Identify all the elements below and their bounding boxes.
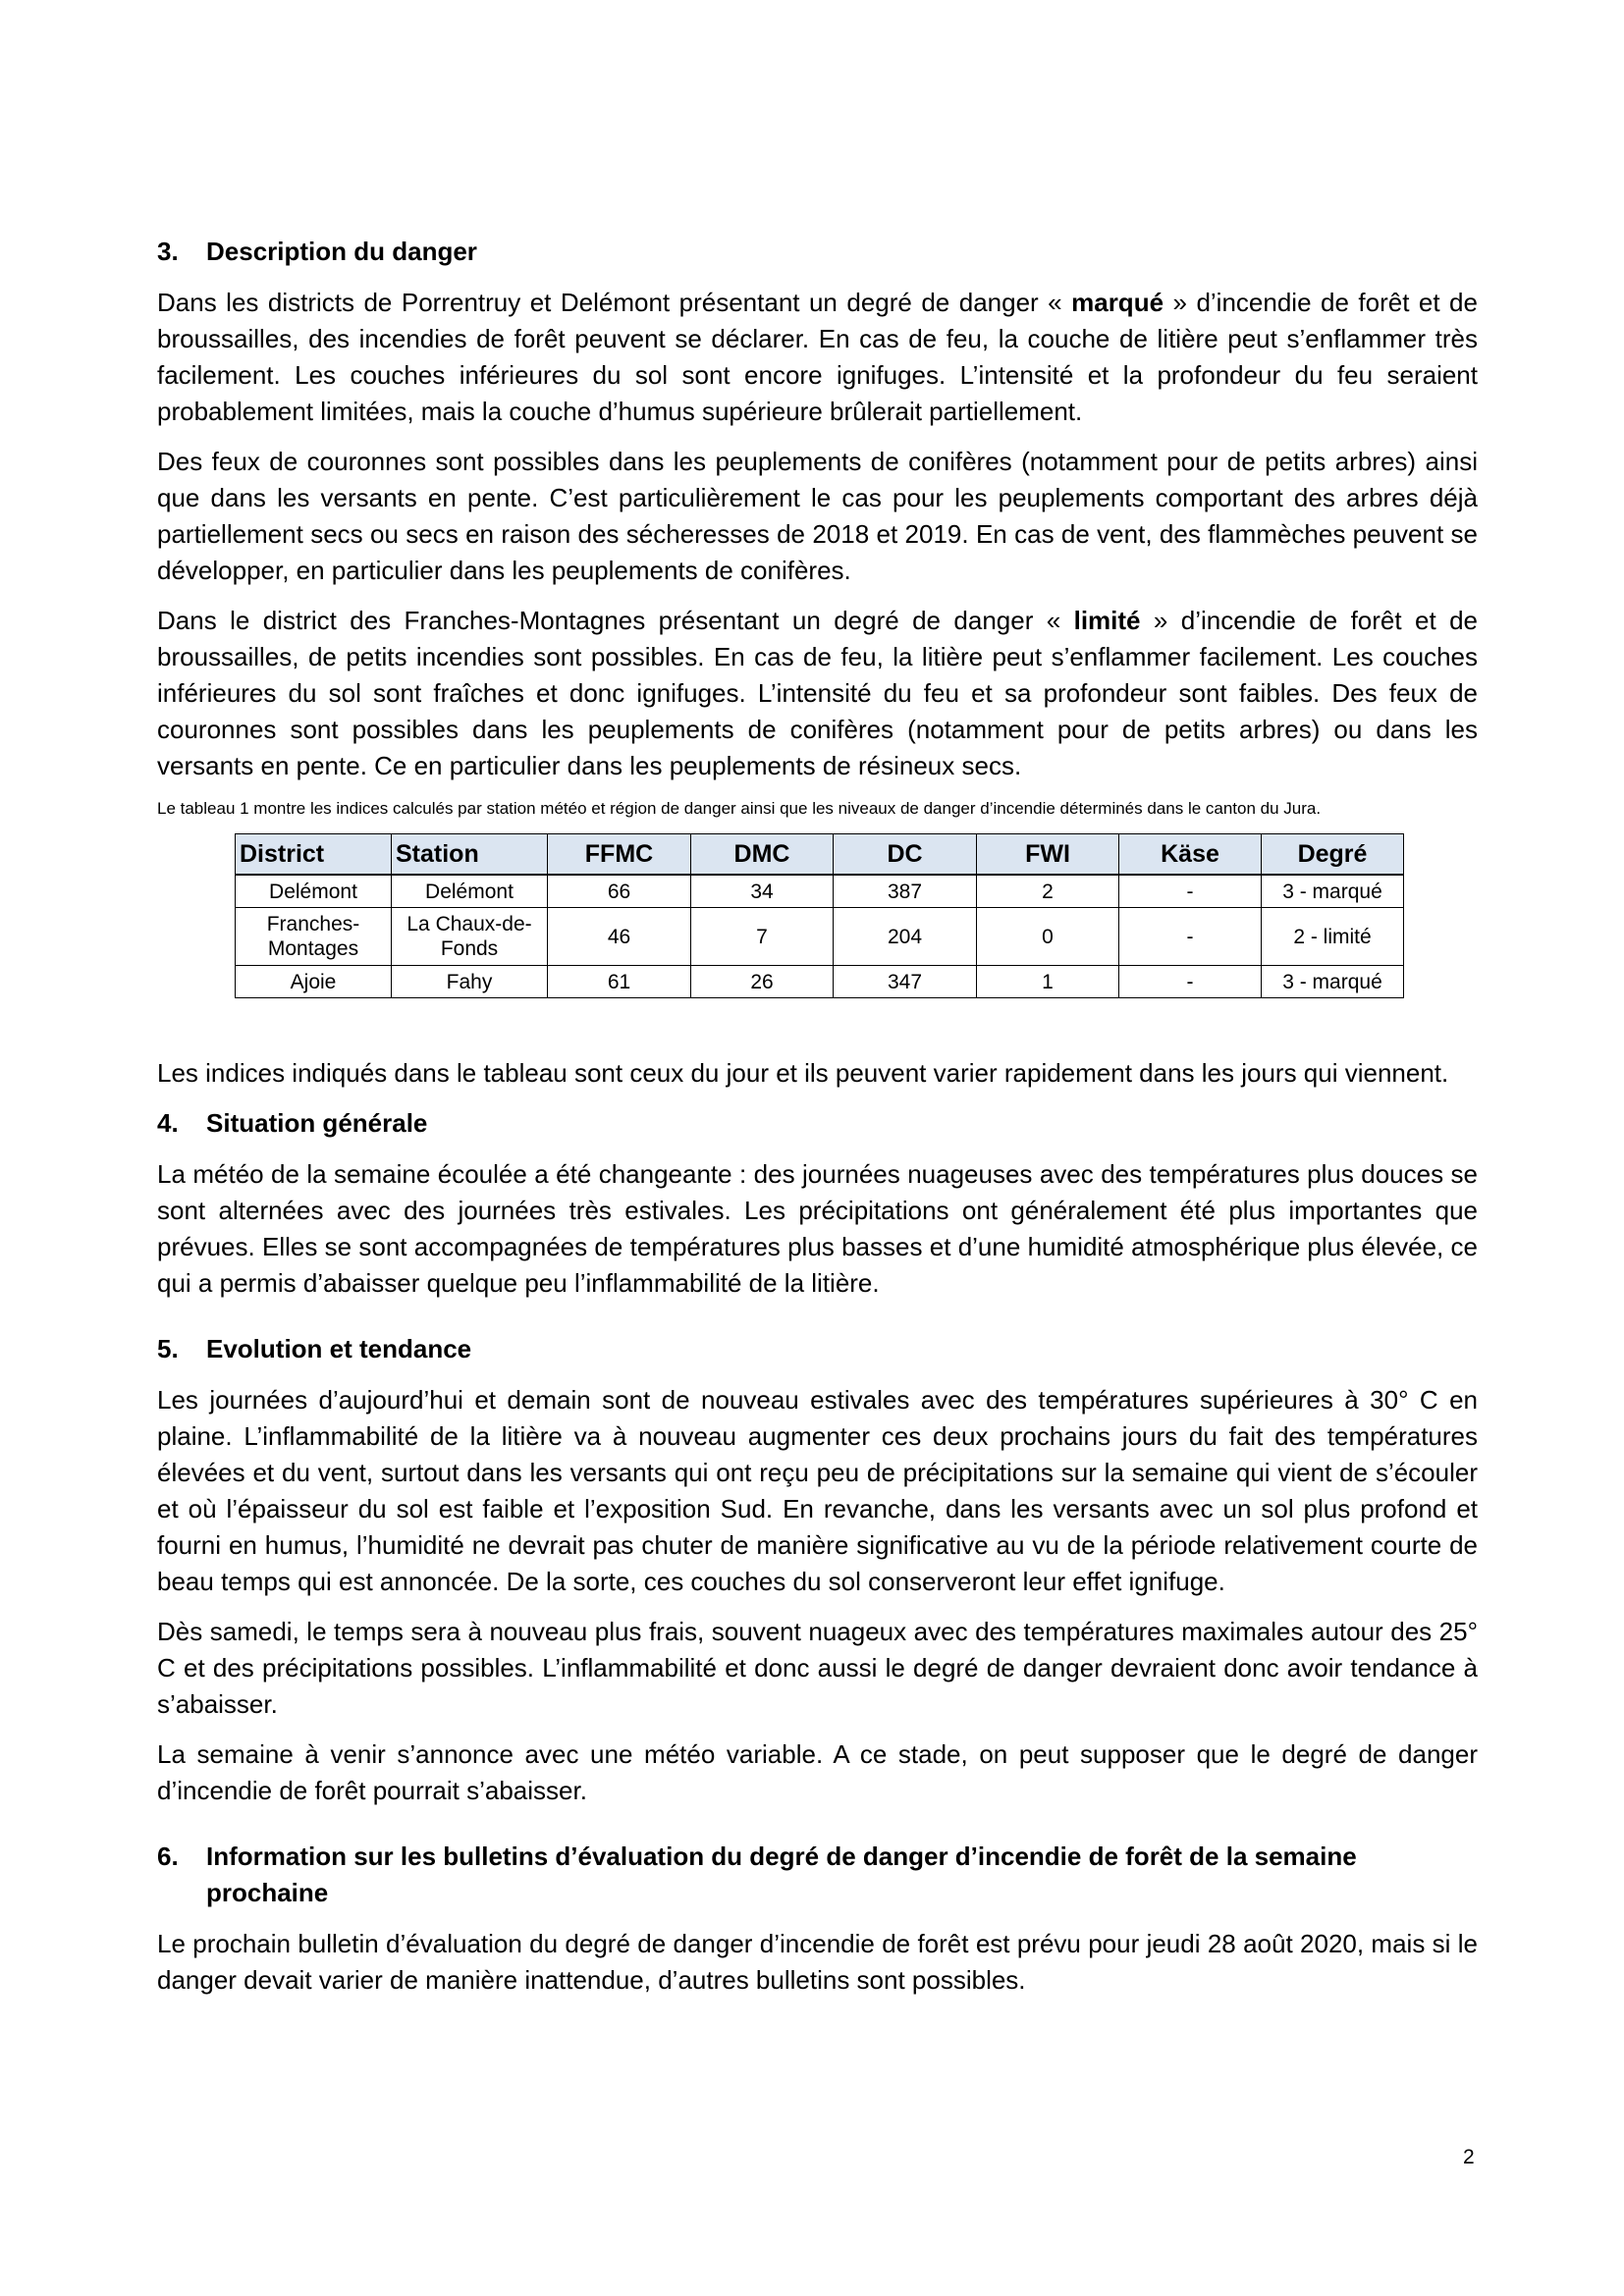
section-3-p1-pre: Dans les districts de Porrentruy et Delémont présentant un degré de danger « — [157, 288, 1072, 317]
section-3-p3-pre: Dans le district des Franches-Montagnes présentant un degré de danger « — [157, 606, 1074, 635]
section-5-paragraph-1: Les journées d’aujourd’hui et demain sont de nouveau estivales avec des températures supérieures à 30° C en plaine. L’inflammabilité de la litière va à nouveau augmenter ces deux prochains jours du fait des températures élevées et du vent, surtout dans les versants qui ont reçu peu de précipitations sur la semaine qui vient de s’écouler et où l’épaisseur du sol est faible et l’exposition Sud. En revanche, dans les versants avec un sol plus profond et fourni en humus, l’humidité ne devrait pas chuter de manière significative au vu de la période relativement courte de beau temps qui est annoncée. De la sorte, ces couches du sol conserveront leur effet ignifuge. — [157, 1385, 1478, 1596]
cell-district: Ajoie — [236, 966, 392, 998]
danger-index-table — [235, 833, 1404, 998]
section-3-p1-post: » d’incendie de forêt et de broussailles, des incendies de forêt peuvent se déclarer. En cas de feu, la couche de litière peut s’enflammer très facilement. Les couches inférieures du sol sont encore ignifuges. L’intensité et la profondeur du feu seraient probablement limitées, mais la couche d’humus supérieure brûlerait partiellement. — [157, 288, 1478, 426]
cell-dc: 204 — [834, 908, 977, 966]
section-6-number: 6. — [157, 1842, 179, 1871]
section-3-paragraph-3 — [157, 603, 1478, 784]
section-5-title: Evolution et tendance — [206, 1334, 472, 1363]
table-row — [236, 966, 1404, 998]
section-6-paragraph-1: Le prochain bulletin d’évaluation du degré de danger d’incendie de forêt est prévu pour jeudi 28 août 2020, mais si le danger devait varier de manière inattendue, d’autres bulletins sont possibles. — [157, 1929, 1478, 1995]
section-3-number: 3. — [157, 237, 179, 266]
cell-dmc: 7 — [691, 908, 834, 966]
document-page — [157, 234, 1478, 2012]
section-6-title: Information sur les bulletins d’évaluation du degré de danger d’incendie de forêt de la semaine prochaine — [206, 1842, 1357, 1907]
section-6-heading — [157, 1839, 1478, 1911]
page-number: 2 — [1463, 2146, 1475, 2168]
section-3-title: Description du danger — [206, 237, 477, 266]
cell-dc: 347 — [834, 966, 977, 998]
cell-kase: - — [1119, 966, 1262, 998]
section-3-heading — [157, 234, 1478, 270]
section-3-paragraph-2: Des feux de couronnes sont possibles dans les peuplements de conifères (notamment pour de petits arbres) ainsi que dans les versants en pente. C’est particulièrement le cas pour les peuplements comportant des arbres déjà partiellement secs ou secs en raison des sécheresses de 2018 et 2019. En cas de vent, des flammèches peuvent se développer, en particulier dans les peuplements de conifères. — [157, 447, 1478, 585]
cell-ffmc: 66 — [548, 875, 691, 908]
cell-dmc: 34 — [691, 875, 834, 908]
section-4-number: 4. — [157, 1108, 179, 1138]
section-5-paragraph-2: Dès samedi, le temps sera à nouveau plus frais, souvent nuageux avec des températures maximales autour des 25° C et des précipitations possibles. L’inflammabilité et donc aussi le degré de danger devraient donc avoir tendance à s’abaisser. — [157, 1617, 1478, 1719]
section-3-p1-bold: marqué — [1071, 288, 1164, 317]
table-row — [236, 908, 1404, 966]
cell-dc: 387 — [834, 875, 977, 908]
cell-degre: 3 - marqué — [1262, 966, 1404, 998]
section-4-heading — [157, 1105, 1478, 1142]
section-4-title: Situation générale — [206, 1108, 428, 1138]
cell-kase: - — [1119, 908, 1262, 966]
header-district: District — [236, 834, 392, 876]
table-caption-note: Le tableau 1 montre les indices calculés par station météo et région de danger ainsi que les niveaux de danger d’incendie déterminés dans le canton du Jura. — [157, 799, 1322, 818]
cell-district: Delémont — [236, 875, 392, 908]
cell-ffmc: 46 — [548, 908, 691, 966]
header-kase: Käse — [1119, 834, 1262, 876]
section-5-number: 5. — [157, 1334, 179, 1363]
cell-dmc: 26 — [691, 966, 834, 998]
section-5-paragraph-3: La semaine à venir s’annonce avec une météo variable. A ce stade, on peut supposer que le degré de danger d’incendie de forêt pourrait s’abaisser. — [157, 1739, 1478, 1805]
section-3-p3-bold: limité — [1073, 606, 1141, 635]
section-3-paragraph-1 — [157, 285, 1478, 430]
table-followup-paragraph: Les indices indiqués dans le tableau sont ceux du jour et ils peuvent varier rapidement dans les jours qui viennent. — [157, 1058, 1449, 1088]
cell-station: La Chaux-de-Fonds — [392, 908, 548, 966]
header-fwi: FWI — [977, 834, 1119, 876]
section-3-p3-post: » d’incendie de forêt et de broussailles, de petits incendies sont possibles. En cas de feu, la litière peut s’enflammer facilement. Les couches inférieures du sol sont fraîches et donc ignifuges. L’intensité du feu et sa profondeur sont faibles. Des feux de couronnes sont possibles dans les peuplements de conifères (notamment pour de petits arbres) ou dans les versants en pente. Ce en particulier dans les peuplements de résineux secs. — [157, 606, 1478, 780]
header-degre: Degré — [1262, 834, 1404, 876]
cell-ffmc: 61 — [548, 966, 691, 998]
cell-fwi: 1 — [977, 966, 1119, 998]
cell-district: Franches-Montages — [236, 908, 392, 966]
cell-fwi: 2 — [977, 875, 1119, 908]
cell-degre: 3 - marqué — [1262, 875, 1404, 908]
cell-station: Delémont — [392, 875, 548, 908]
header-dc: DC — [834, 834, 977, 876]
header-dmc: DMC — [691, 834, 834, 876]
cell-degre: 2 - limité — [1262, 908, 1404, 966]
section-4-paragraph-1: La météo de la semaine écoulée a été changeante : des journées nuageuses avec des températures plus douces se sont alternées avec des journées très estivales. Les précipitations ont généralement été plus importantes que prévues. Elles se sont accompagnées de températures plus basses et d’une humidité atmosphérique plus élevée, ce qui a permis d’abaisser quelque peu l’inflammabilité de la litière. — [157, 1159, 1478, 1298]
header-station: Station — [392, 834, 548, 876]
cell-station: Fahy — [392, 966, 548, 998]
section-5-heading — [157, 1331, 1478, 1367]
cell-kase: - — [1119, 875, 1262, 908]
table-row — [236, 875, 1404, 908]
cell-fwi: 0 — [977, 908, 1119, 966]
table-header-row — [236, 834, 1404, 876]
header-ffmc: FFMC — [548, 834, 691, 876]
